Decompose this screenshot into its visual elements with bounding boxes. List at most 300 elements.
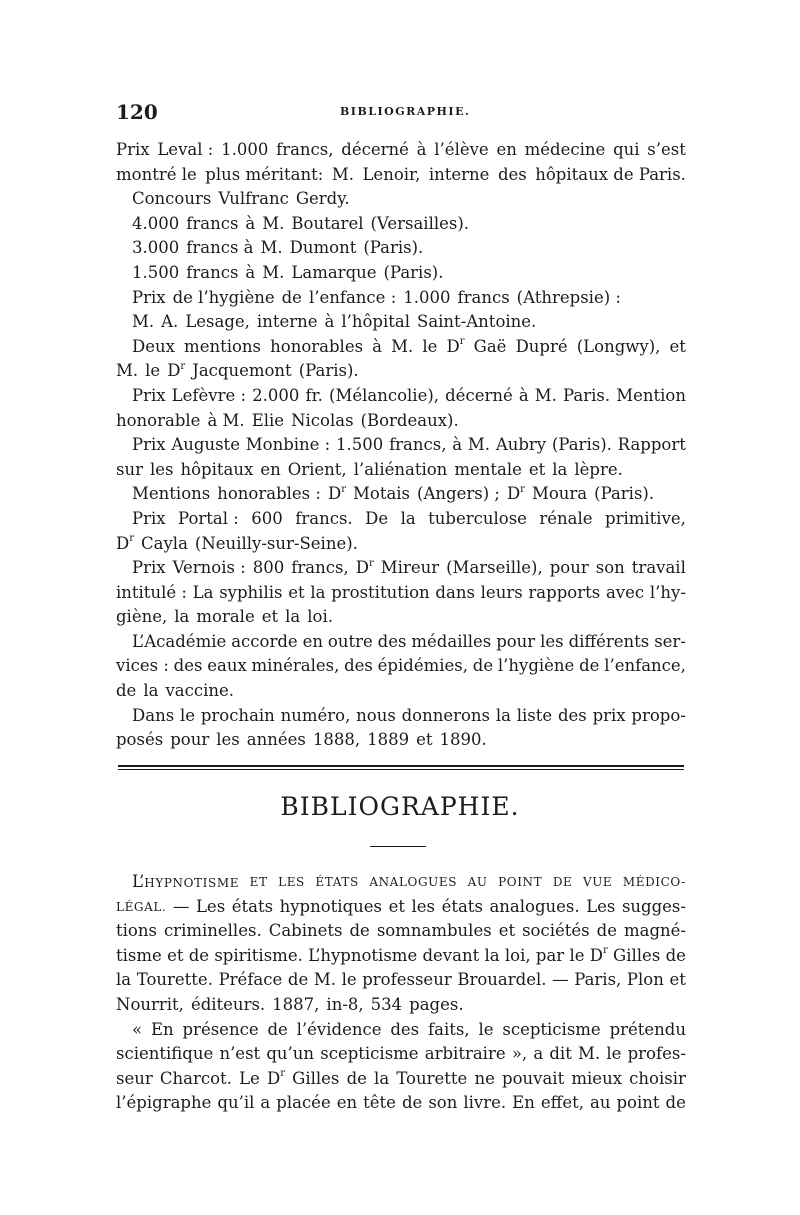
word: en [496,140,517,159]
word: intitulé : [116,582,187,602]
word: épidémies, [377,656,468,676]
word: 2.000 [252,385,300,405]
word: Lenoir, [362,164,421,184]
word: 1890. [439,730,487,750]
text-line [116,605,686,630]
word: l’évidence [296,1019,382,1039]
text-line [116,433,686,458]
word: 1888, [312,730,361,750]
word: de l’hygiène [172,287,275,307]
word: qu’un [266,1044,315,1064]
word: Aubry [495,435,547,455]
word: $D^r$ [327,483,346,504]
text-line [116,163,686,188]
word: Jacquemont [192,361,292,381]
word: à [324,312,335,332]
word: hypnotiques [279,896,383,916]
word: Gaë [473,336,507,356]
word: les [216,730,240,750]
word: pour [549,558,589,578]
word: 3.000 [132,238,180,258]
prizes-text [116,138,686,753]
word: prochain [200,705,275,725]
word: et [669,970,686,990]
text-line [116,507,686,532]
word: (Paris). [383,262,444,282]
word: seur [116,1068,153,1088]
text-line [116,654,686,679]
word: En [512,1093,535,1113]
word: des [173,656,203,676]
word: honorable [116,410,201,430]
word: M. [132,312,155,332]
word: prétendu [609,1019,686,1039]
word: $D^r$ [266,1068,285,1088]
word: des [344,656,373,676]
word: des [377,631,407,651]
word: n’est [219,1044,261,1064]
word: 600 [251,508,283,528]
word: le [179,705,196,725]
word: in-8, [326,994,364,1014]
word: 1887, [272,994,320,1014]
word: l’élève [434,140,489,159]
word: au [590,1093,611,1113]
word: De [365,508,389,528]
word: l’hygiène [497,656,575,676]
double-rule-top [118,765,684,767]
word: donnerons [401,705,491,725]
word: Gilles [613,945,661,965]
word: M. [467,435,491,455]
word: pouvait [502,1068,565,1088]
word: et [288,582,305,602]
word: ÉTATS [315,875,359,889]
text-line [116,286,686,311]
word: $D^r$ [589,945,608,965]
word: Prix [132,385,166,405]
word: (Paris). [298,361,359,381]
word: la [310,582,326,602]
word: giène, [116,607,168,627]
word: arbitraire [424,1044,506,1064]
word: Lesage, [185,312,250,332]
word: Dans [132,705,175,725]
word: pour [496,631,536,651]
word: l’épigraphe [116,1093,212,1113]
word: primitive, [605,508,686,528]
word: Prix [116,140,150,159]
word: sur [116,459,143,479]
word: prix [592,705,626,725]
word: à [416,140,427,159]
word: numéro, [280,705,351,725]
word: Tourette. [136,970,213,990]
word: son [428,1093,458,1113]
word: M. [313,970,336,990]
word: Charcot. [159,1068,232,1088]
word: Le [239,1068,260,1088]
word: $D^r$ [167,360,186,381]
word: (Versailles). [370,213,470,233]
word: M. [262,262,285,282]
word: Lefèvre : [171,385,247,405]
word: francs [186,262,239,282]
word: de [349,921,370,941]
word: médecine [524,140,606,159]
text-line [116,993,686,1018]
word: choisir [629,1068,686,1088]
word: son [595,558,625,578]
word: Prix [132,508,166,528]
word: Plon [626,970,664,990]
word: tisme [116,945,162,965]
word: 1.500 [132,262,180,282]
word: à [452,435,463,455]
word: spiritisme. [214,945,303,965]
word: M. [331,164,354,184]
word: honorables [270,336,364,356]
word: lèpre. [574,459,623,479]
word: le [341,970,357,990]
word: L’hypnotisme [308,945,418,965]
word: les [149,459,174,479]
word: M. [578,1044,601,1064]
word: morale [196,607,255,627]
word: (Athrepsie) : [516,287,621,307]
word: de [188,945,210,965]
word: des [390,1019,420,1039]
word: Concours [132,189,212,209]
word: (Longwy), [576,336,661,356]
word: la [374,1068,390,1088]
word: LÉGAL. [116,899,167,914]
word: Prix [132,435,166,455]
word: le [422,336,438,356]
text-line [116,895,686,920]
word: et [416,730,433,750]
word: différents [568,631,650,651]
word: devant [422,945,480,965]
word: Gerdy. [295,189,350,209]
word: sociétés [522,921,590,941]
word: tions [116,921,157,941]
word: en [336,1093,358,1113]
word: scepticisme [320,1044,419,1064]
word: interne [256,312,318,332]
word: (Paris). [551,435,612,455]
text-line [116,359,686,384]
word: Prix [132,287,166,307]
word: les [540,631,564,651]
word: Portal : [178,508,239,528]
word: M. [116,361,139,381]
word: profes- [627,1044,686,1064]
word: 1.500 [336,435,384,455]
word: à [245,262,256,282]
text-line [116,581,686,606]
word: Vernois : [172,558,246,578]
word: M. [262,213,285,233]
word: « [132,1019,143,1039]
double-rule-bottom [118,769,684,770]
word: 534 [370,994,403,1014]
word: criminelles. [163,921,262,941]
word: Monbine : [245,435,331,455]
word: mentions [184,336,262,356]
word: Elie [251,410,285,430]
word: la [552,459,568,479]
word: Boutarel [291,213,364,233]
word: s’est [647,140,686,159]
word: montré le [116,164,197,184]
word: MÉDICO- [622,875,686,889]
word: dit [549,1044,572,1064]
word: de [281,287,302,307]
word: de [401,1093,423,1113]
word: hôpitaux [180,459,254,479]
word: pages. [409,994,464,1014]
word: francs [186,213,239,233]
word: par [535,945,565,965]
word: rapports [528,582,601,602]
word: Motais [352,484,411,504]
text-line [116,1042,686,1067]
word: propo- [631,705,686,725]
word: accorde [231,631,298,651]
word: Prix [132,558,166,578]
word: ET [249,875,268,889]
word: point [616,1093,660,1113]
text-line [116,187,686,212]
word: de [665,1093,686,1113]
word: et [528,459,546,479]
word: mieux [571,1068,622,1088]
word: Paris, [574,970,622,990]
word: (Angers) ; [417,484,500,504]
word: pour [170,730,210,750]
word: Vulfranc [218,189,289,209]
word: L’Académie [132,631,227,651]
word: présence [182,1019,259,1039]
word: M. [260,238,283,258]
word: Rapport [617,435,686,455]
word: de [596,921,617,941]
word: la [400,508,416,528]
word: ANALOGUES [369,875,458,889]
word: En [150,1019,174,1039]
word: syphilis [219,582,283,602]
word: faits, [428,1019,470,1039]
text-line [116,944,686,969]
word: la [143,681,159,701]
text-line [116,409,686,434]
text-line [116,704,686,729]
word: le [569,945,585,965]
section-title: BIBLIOGRAPHIE. [280,792,520,821]
word: Nicolas [291,410,354,430]
word: qu’il [217,1093,255,1113]
text-line [116,968,686,993]
word: et [498,921,516,941]
word: M. [534,385,557,405]
word: Préface [218,970,283,990]
word: en [302,631,323,651]
word: analogues. [489,896,580,916]
word: les [411,896,436,916]
word: $D^r$ [355,557,374,578]
word: à [372,336,383,356]
word: rénale [539,508,593,528]
word: liste [516,705,553,725]
word: Auguste [171,435,240,455]
word: (Mélancolie), [329,385,440,405]
word: Brouardel. [457,970,547,990]
word: fr. [305,385,323,405]
word: la [484,945,500,965]
word: — [552,970,569,990]
word: plus méritant: [205,164,324,184]
word: la [174,607,190,627]
page-header [116,100,686,124]
word: francs [457,287,510,307]
word: sugges- [621,896,686,916]
word: francs, [389,435,447,455]
word: francs. [295,508,353,528]
word: en [260,459,281,479]
word: eaux [207,656,247,676]
word: (Paris). [594,484,655,504]
text-line [116,630,686,655]
word: Orient, [287,459,347,479]
text-line [116,728,686,753]
text-line [116,1067,686,1092]
word: A. [161,312,179,332]
word: l’enfance : [308,287,397,307]
word: VUE [582,875,613,889]
word: années [246,730,306,750]
word: vaccine. [165,681,235,701]
word: AU [467,875,488,889]
word: francs, [276,140,334,159]
word: Cabinets [268,921,343,941]
word: de [579,656,600,676]
word: $D^r$ [116,533,135,553]
word: M. [391,336,414,356]
word: — [172,896,190,916]
title-separator [370,846,426,847]
word: l’hy- [649,582,686,602]
word: et [388,896,405,916]
text-line [116,919,686,944]
word: POINT [498,875,543,889]
word: Moura [531,484,588,504]
word: francs à [186,238,254,258]
word: des [557,705,587,725]
word: vices : [116,656,169,676]
word: francs, [291,558,349,578]
word: et [261,607,279,627]
page-number: 120 [116,100,158,124]
word: Saint-Antoine. [417,312,537,332]
word: scientifique [116,1044,214,1064]
word: de [116,681,137,701]
word: effet, [540,1093,584,1113]
word: à M. [207,410,245,430]
word: La [192,582,214,602]
word: la [116,970,132,990]
word: (Paris). [363,238,424,258]
word: qui [613,140,640,159]
word: somnambules [376,921,492,941]
word: Deux [132,336,175,356]
text-line [116,532,686,557]
text-line [116,458,686,483]
word: L’HYPNOTISME [132,872,240,891]
word: le [478,1019,494,1039]
word: à [245,213,256,233]
word: états [231,896,274,916]
word: éditeurs. [190,994,266,1014]
text-line [116,212,686,237]
word: médailles [411,631,492,651]
word: Les [195,896,226,916]
word: tuberculose [428,508,527,528]
word: loi, [504,945,531,965]
word: 1.000 [221,140,269,159]
word: livre. [463,1093,507,1113]
word: outre [327,631,373,651]
word: 1889 [367,730,410,750]
text-line [116,310,686,335]
word: de [287,970,309,990]
word: », [511,1044,528,1064]
word: et [669,336,686,356]
word: dans [435,582,475,602]
word: posés [116,730,164,750]
word: Tourette [396,1068,468,1088]
text-line [116,335,686,360]
word: Nourrit, [116,994,184,1014]
text-line [116,261,686,286]
word: de [346,1068,367,1088]
word: décerné [341,140,409,159]
word: Les [586,896,616,916]
word: LES [278,875,305,889]
word: l’hôpital [341,312,411,332]
word: de [665,945,686,965]
word: loi. [307,607,333,627]
text-line [116,870,686,895]
word: travail [631,558,686,578]
word: l’aliénation [353,459,448,479]
word: Lamarque [291,262,377,282]
word: nous [356,705,396,725]
text-line [116,1091,686,1116]
word: des [497,164,527,184]
word: $D^r$ [506,483,525,504]
word: Paris. [563,385,611,405]
word: a [533,1044,544,1064]
word: de [472,656,494,676]
word: l’enfance, [604,656,686,676]
word: magné- [623,921,686,941]
word: scepticisme [502,1019,601,1039]
word: $D^r$ [446,336,465,356]
word: avec [605,582,645,602]
text-line [116,384,686,409]
word: et [167,945,184,965]
